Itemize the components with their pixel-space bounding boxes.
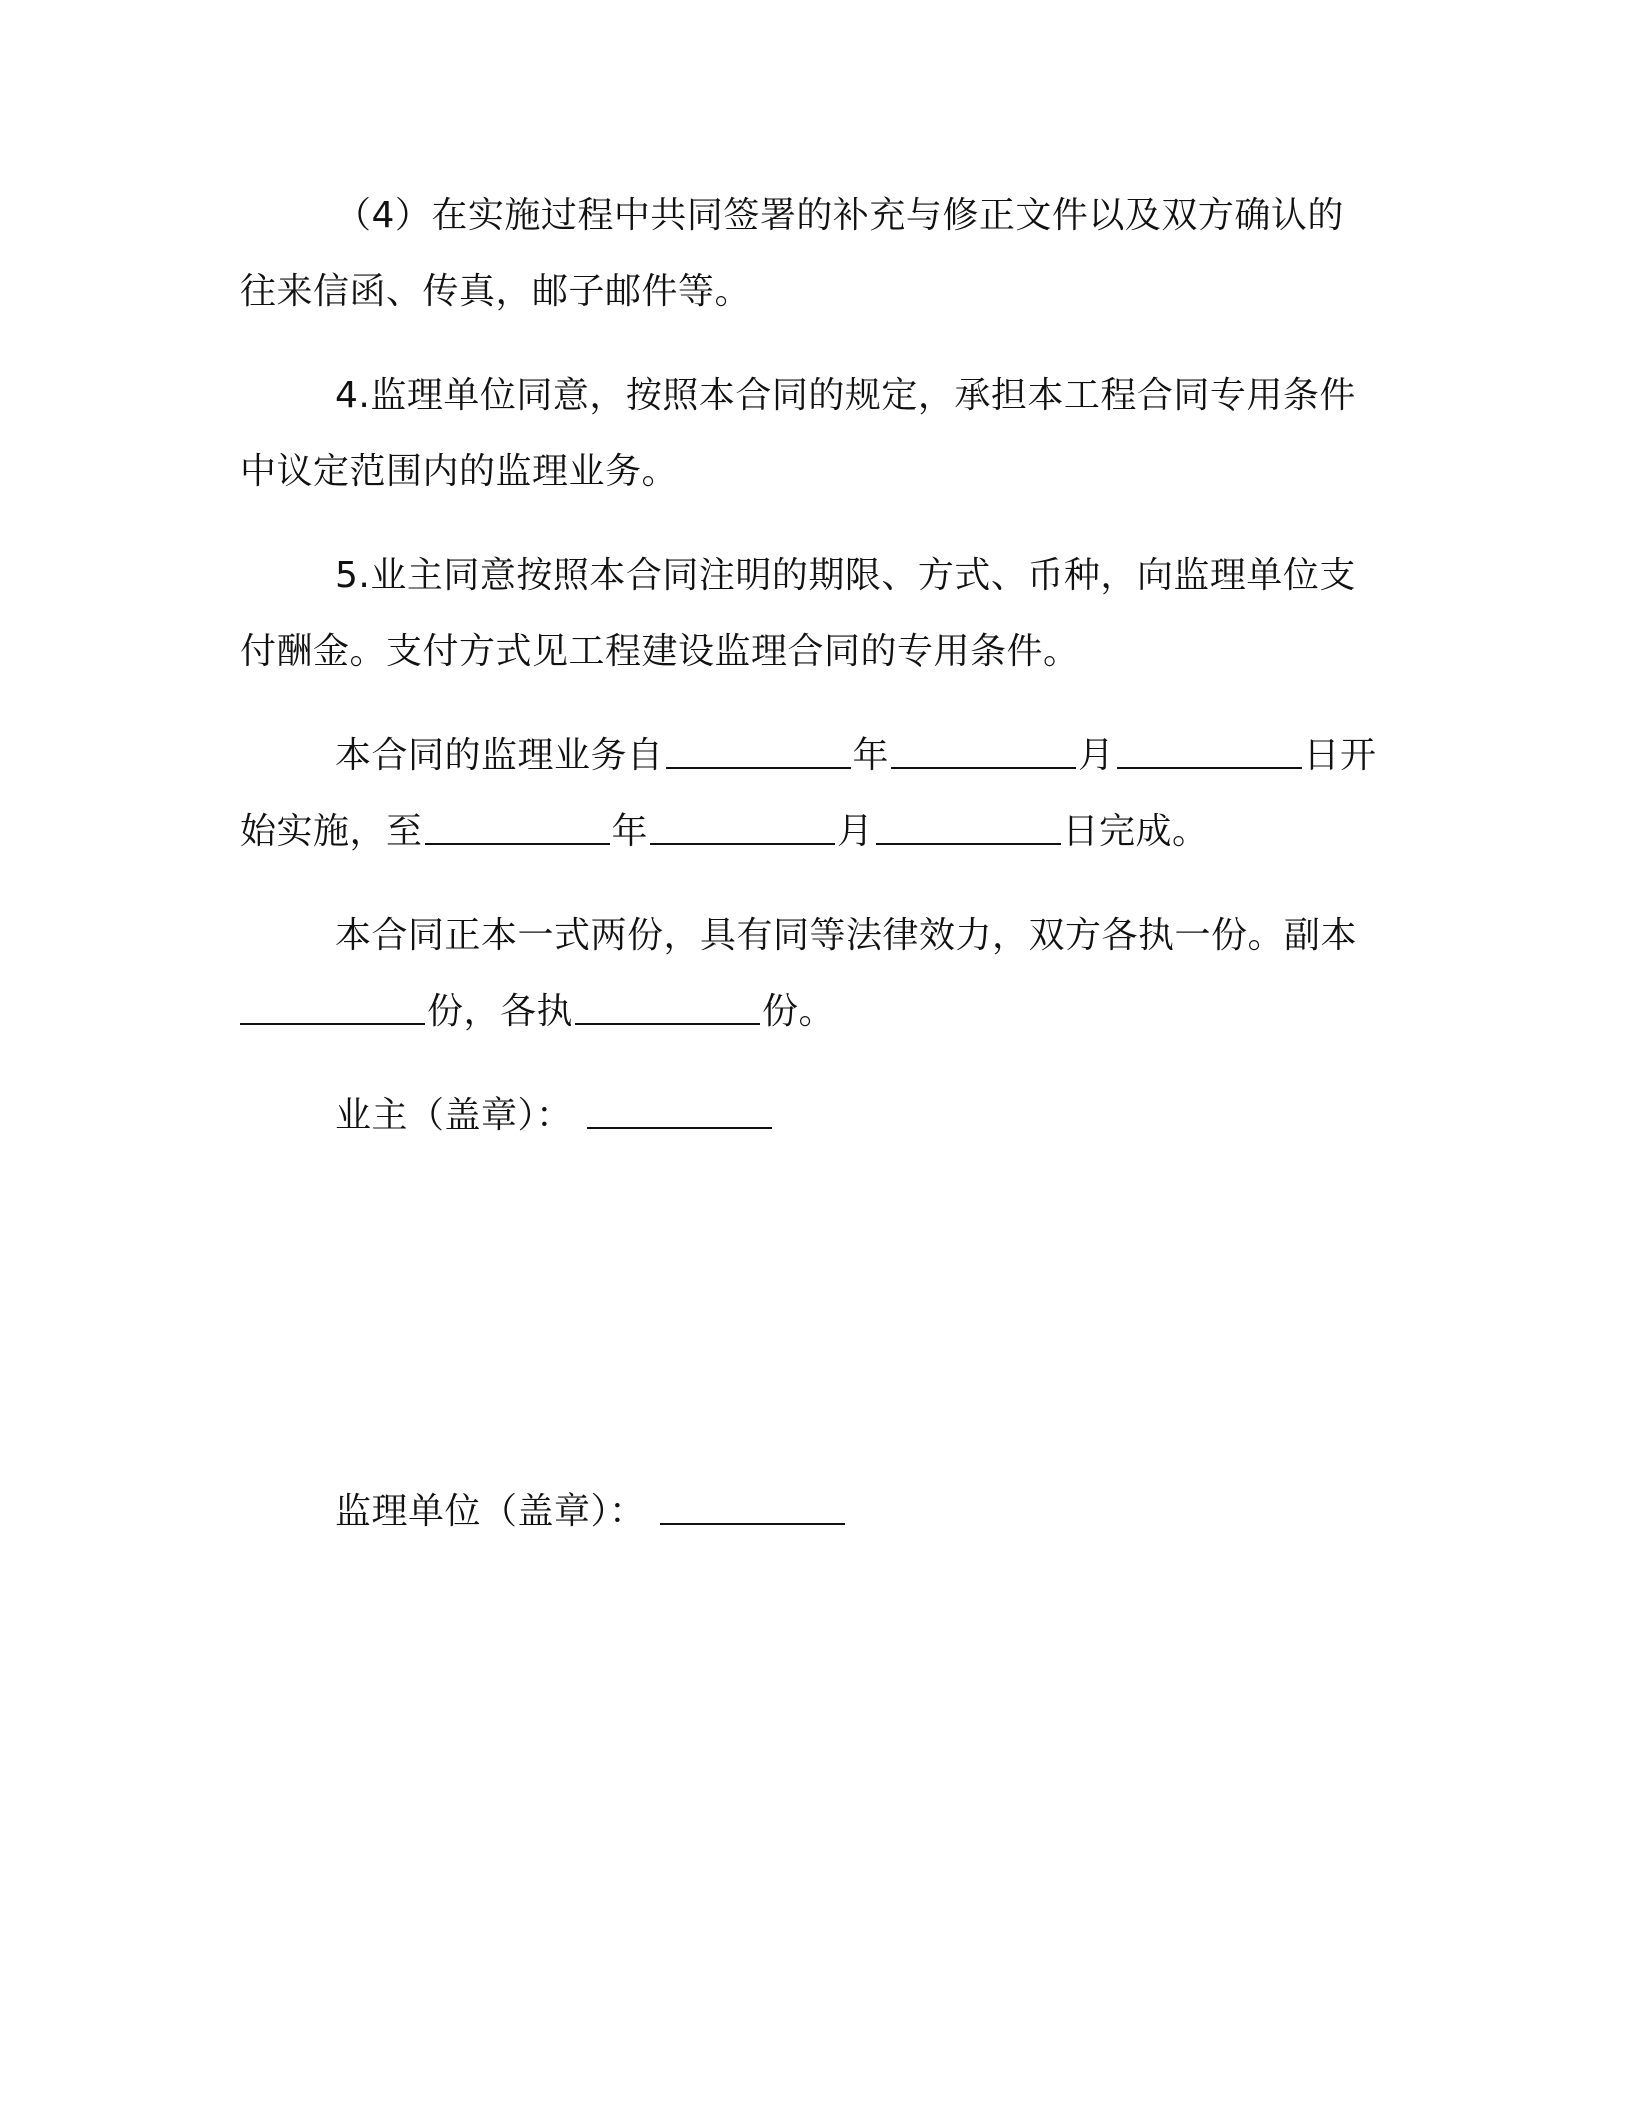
paragraph-line <box>240 974 1390 1050</box>
paragraph-clause-5 <box>240 538 1390 690</box>
year-label: 年 <box>852 735 890 776</box>
paragraph-line: 往来信函、传真，邮子邮件等。 <box>240 271 752 312</box>
paragraph-item-4 <box>240 178 1390 330</box>
day-end-label: 日完成。 <box>1062 811 1209 852</box>
owner-signature <box>335 1078 774 1154</box>
end-year-blank[interactable] <box>425 813 610 845</box>
each-count-blank[interactable] <box>575 993 760 1025</box>
paragraph-line: 本合同正本一式两份，具有同等法律效力，双方各执一份。副本 <box>335 915 1358 956</box>
paragraph-clause-4 <box>240 358 1390 510</box>
start-year-blank[interactable] <box>666 737 851 769</box>
owner-seal-blank[interactable] <box>587 1097 772 1129</box>
paragraph-line: 5.业主同意按照本合同注明的期限、方式、币种，向监理单位支 <box>335 555 1356 596</box>
paragraph-line: 4.监理单位同意，按照本合同的规定，承担本工程合同专用条件 <box>335 375 1356 416</box>
copies-count-blank[interactable] <box>240 993 425 1025</box>
owner-seal-label: 业主（盖章）： <box>335 1095 573 1136</box>
paragraph-copies <box>240 898 1390 1050</box>
document-page <box>240 0 1390 2112</box>
paragraph-line <box>240 794 1390 870</box>
supervisor-seal-label: 监理单位（盖章）： <box>335 1491 646 1532</box>
paragraph-line: （4）在实施过程中共同签署的补充与修正文件以及双方确认的 <box>335 195 1344 236</box>
month-label: 月 <box>837 811 874 852</box>
paragraph-line: 付酬金。支付方式见工程建设监理合同的专用条件。 <box>240 631 1080 672</box>
each-label: 份。 <box>762 991 836 1032</box>
term-start-label: 本合同的监理业务自 <box>335 735 664 776</box>
day-start-label: 日开 <box>1303 735 1377 776</box>
month-label: 月 <box>1078 735 1115 776</box>
copies-label: 份，各执 <box>427 991 574 1032</box>
supervisor-signature <box>335 1474 847 1550</box>
year-label: 年 <box>611 811 649 852</box>
paragraph-line: 中议定范围内的监理业务。 <box>240 451 679 492</box>
end-month-blank[interactable] <box>650 813 835 845</box>
start-day-blank[interactable] <box>1117 737 1302 769</box>
paragraph-line <box>240 718 1390 794</box>
supervisor-seal-blank[interactable] <box>660 1493 845 1525</box>
term-end-label: 始实施，至 <box>240 811 423 852</box>
start-month-blank[interactable] <box>891 737 1076 769</box>
end-day-blank[interactable] <box>876 813 1061 845</box>
paragraph-term-dates <box>240 718 1390 870</box>
